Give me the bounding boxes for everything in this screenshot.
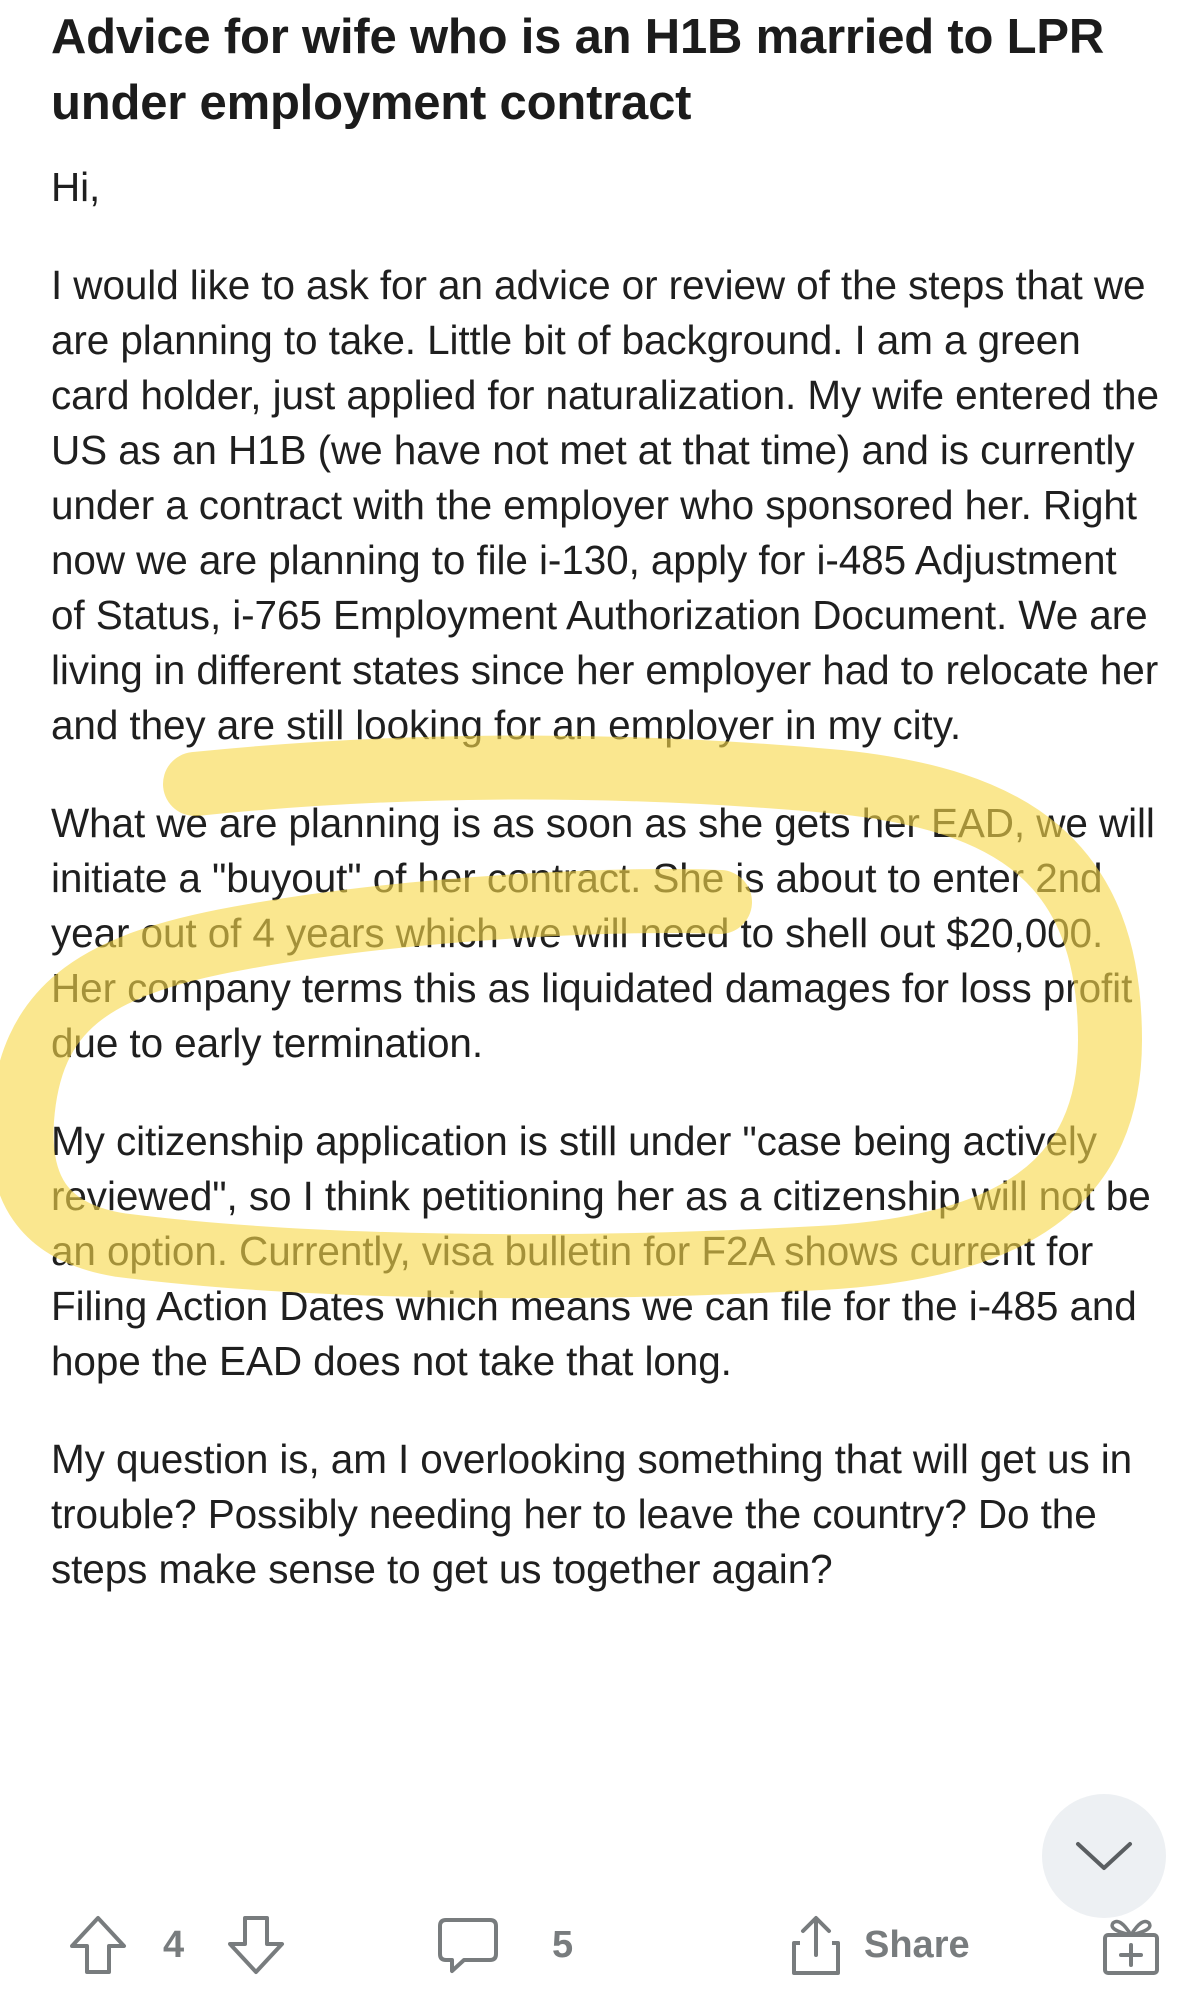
share-upload-icon — [790, 1913, 842, 1977]
share-button[interactable] — [790, 1905, 970, 1985]
arrow-down-outline-icon — [226, 1913, 286, 1977]
post-title: Advice for wife who is an H1B married to LPR under employment contract — [51, 10, 1105, 130]
post — [51, 0, 1161, 1640]
scroll-down-button[interactable] — [1042, 1794, 1166, 1918]
vote-count: 4 — [163, 1923, 185, 1966]
post-paragraph-greeting: Hi, — [51, 164, 101, 210]
post-paragraph-question: My question is, am I overlooking something that will get us in trouble? Possibly needing her to leave the country? Do the steps make sense to get us together again? — [51, 1436, 1133, 1592]
post-action-bar — [0, 1905, 1200, 1985]
comment-button[interactable] — [436, 1905, 500, 1985]
comment-count: 5 — [552, 1923, 574, 1966]
post-paragraph-citizenship: My citizenship application is still under "case being actively reviewed", so I think petitioning her as a citizenship will not be an option. Currently, visa bulletin for F2A shows current for Filing Action Dates which means we can file for the i-485 and hope the EAD does not take that long. — [51, 1118, 1151, 1384]
speech-bubble-icon — [436, 1914, 500, 1976]
chevron-down-icon — [1072, 1836, 1136, 1876]
upvote-button[interactable] — [68, 1905, 128, 1985]
post-body — [51, 160, 1161, 1597]
arrow-up-outline-icon — [68, 1913, 128, 1977]
downvote-button[interactable] — [226, 1905, 286, 1985]
gift-award-icon — [1100, 1913, 1162, 1977]
share-label: Share — [864, 1923, 970, 1966]
post-paragraph-plan: What we are planning is as soon as she gets her EAD, we will initiate a "buyout" of her contract. She is about to enter 2nd year out of 4 years which we will need to shell out $20,000. Her company terms this as liquidated damages for loss profit due to early termination. — [51, 800, 1155, 1066]
post-paragraph-background: I would like to ask for an advice or review of the steps that we are planning to take. Little bit of background. I am a green card holder, just applied for naturalization. My wife entered the US as an H1B (we have not met at that time) and is currently under a contract with the employer who sponsored her. Right now we are planning to file i-130, apply for i-485 Adjustment of Status, i-765 Employment Authorization Document. We are living in different states since her employer had to relocate her and they are still looking for an employer in my city. — [51, 262, 1159, 748]
